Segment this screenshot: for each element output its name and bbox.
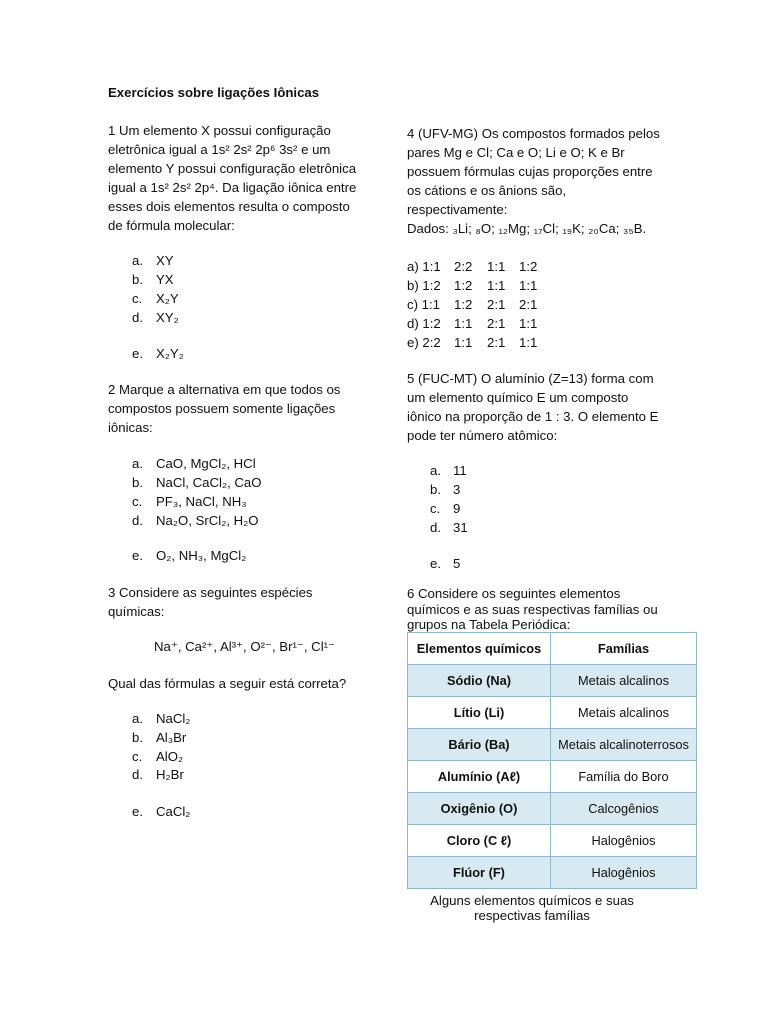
q5-line: pode ter número atômico: [407,428,558,443]
q4-line: os cátions e os ânions são, [407,183,567,198]
option-label: e. [132,346,143,361]
option-a: NaCl₂ [156,711,191,726]
table-row [408,761,697,793]
q6-line: grupos na Tabela Periódica: [407,617,571,632]
option-label: b. [430,482,441,497]
option-c: AlO₂ [156,749,184,764]
q2-line: 2 Marque a alternativa em que todos os [108,382,341,397]
option-e: O₂, NH₃, MgCl₂ [156,548,247,563]
q4-line: pares Mg e Cl; Ca e O; Li e O; K e Br [407,145,625,160]
family-cell: Calcogênios [551,793,697,825]
option-b: NaCl, CaCl₂, CaO [156,475,262,490]
q6-line: químicos e as suas respectivas famílias ou [407,602,658,617]
table-row [408,857,697,889]
option-label: d. [132,310,143,325]
page-title: Exercícios sobre ligações Iônicas [108,85,320,100]
option-label: d. [132,767,143,782]
option-a: 11 [453,463,467,478]
option-b: Al₃Br [156,730,187,745]
option-b: YX [156,272,174,287]
q2-line: compostos possuem somente ligações [108,401,336,416]
table-row [408,793,697,825]
option-e: X₂Y₂ [156,346,184,361]
q2-line: iônicas: [108,420,153,435]
q1-line: elemento Y possui configuração eletrônica [108,161,357,176]
q1-line: de fórmula molecular: [108,218,235,233]
element-cell: Cloro (C ℓ) [408,825,551,857]
option-c: PF₃, NaCl, NH₃ [156,494,247,509]
family-cell: Família do Boro [551,761,697,793]
option-label: c. [132,749,143,764]
family-cell: Halogênios [551,825,697,857]
option-a: CaO, MgCl₂, HCl [156,456,256,471]
q4-line: respectivamente: [407,202,508,217]
table-row [408,665,697,697]
option-label: b. [132,475,143,490]
elements-table [407,632,697,889]
option-label: c. [132,291,143,306]
table-row [408,729,697,761]
table-caption: respectivas famílias [474,908,590,923]
q1-line: esses dois elementos resulta o composto [108,199,350,214]
option-e: CaCl₂ [156,804,191,819]
family-cell: Metais alcalinos [551,665,697,697]
table-row [408,825,697,857]
table-header: Famílias [551,633,697,665]
option-label: c. [430,501,441,516]
q6-line: 6 Considere os seguintes elementos [407,586,621,601]
q4-line: 4 (UFV-MG) Os compostos formados pelos [407,126,660,141]
option-c: X₂Y [156,291,179,306]
option-a: XY [156,253,174,268]
q4-dados: Dados: ₃Li; ₈O; ₁₂Mg; ₁₇Cl; ₁₉K; ₂₀Ca; ₃₅B. [407,221,647,236]
option-e: 5 [453,556,461,571]
element-cell: Alumínio (Aℓ) [408,761,551,793]
q1-line: igual a 1s² 2s² 2p⁴. Da ligação iônica entre [108,180,357,195]
q3-question: Qual das fórmulas a seguir está correta? [108,676,347,691]
family-cell: Metais alcalinos [551,697,697,729]
config-x: 1s² 2s² 2p⁶ 3s² [211,142,298,157]
q5-line: iônico na proporção de 1 : 3. O elemento E [407,409,659,424]
element-cell: Flúor (F) [408,857,551,889]
option-label: e. [430,556,441,571]
q4-line: possuem fórmulas cujas proporções entre [407,164,653,179]
option-label: e. [132,804,143,819]
table-row [408,697,697,729]
q5-line: 5 (FUC-MT) O alumínio (Z=13) forma com [407,371,654,386]
q1-line: 1 Um elemento X possui configuração [108,123,331,138]
option-label: b. [132,730,143,745]
option-d: Na₂O, SrCl₂, H₂O [156,513,259,528]
option-label: a. [132,253,143,268]
element-cell: Bário (Ba) [408,729,551,761]
option-label: b. [132,272,143,287]
option-label: c. [132,494,143,509]
q1-line: eletrônica igual a 1s² 2s² 2p⁶ 3s² e um [108,142,331,157]
table-caption: Alguns elementos químicos e suas [430,893,634,908]
q3-species: Na⁺, Ca²⁺, Al³⁺, O²⁻, Br¹⁻, Cl¹⁻ [154,639,335,654]
q3-line: 3 Considere as seguintes espécies [108,585,313,600]
table-header-row [408,633,697,665]
element-cell: Lítio (Li) [408,697,551,729]
option-c: 9 [453,501,461,516]
option-d: XY₂ [156,310,179,325]
option-label: d. [132,513,143,528]
option-d: H₂Br [156,767,184,782]
config-y: 1s² 2s² 2p⁴ [150,180,215,195]
option-d: 31 [453,520,468,535]
q5-line: um elemento químico E um composto [407,390,629,405]
element-cell: Sódio (Na) [408,665,551,697]
family-cell: Halogênios [551,857,697,889]
element-cell: Oxigênio (O) [408,793,551,825]
option-label: a. [430,463,441,478]
family-cell: Metais alcalinoterrosos [551,729,697,761]
option-label: e. [132,548,143,563]
option-label: a. [132,456,143,471]
table-header: Elementos químicos [408,633,551,665]
option-label: d. [430,520,441,535]
option-label: a. [132,711,143,726]
option-b: 3 [453,482,461,497]
q3-line: químicas: [108,604,165,619]
